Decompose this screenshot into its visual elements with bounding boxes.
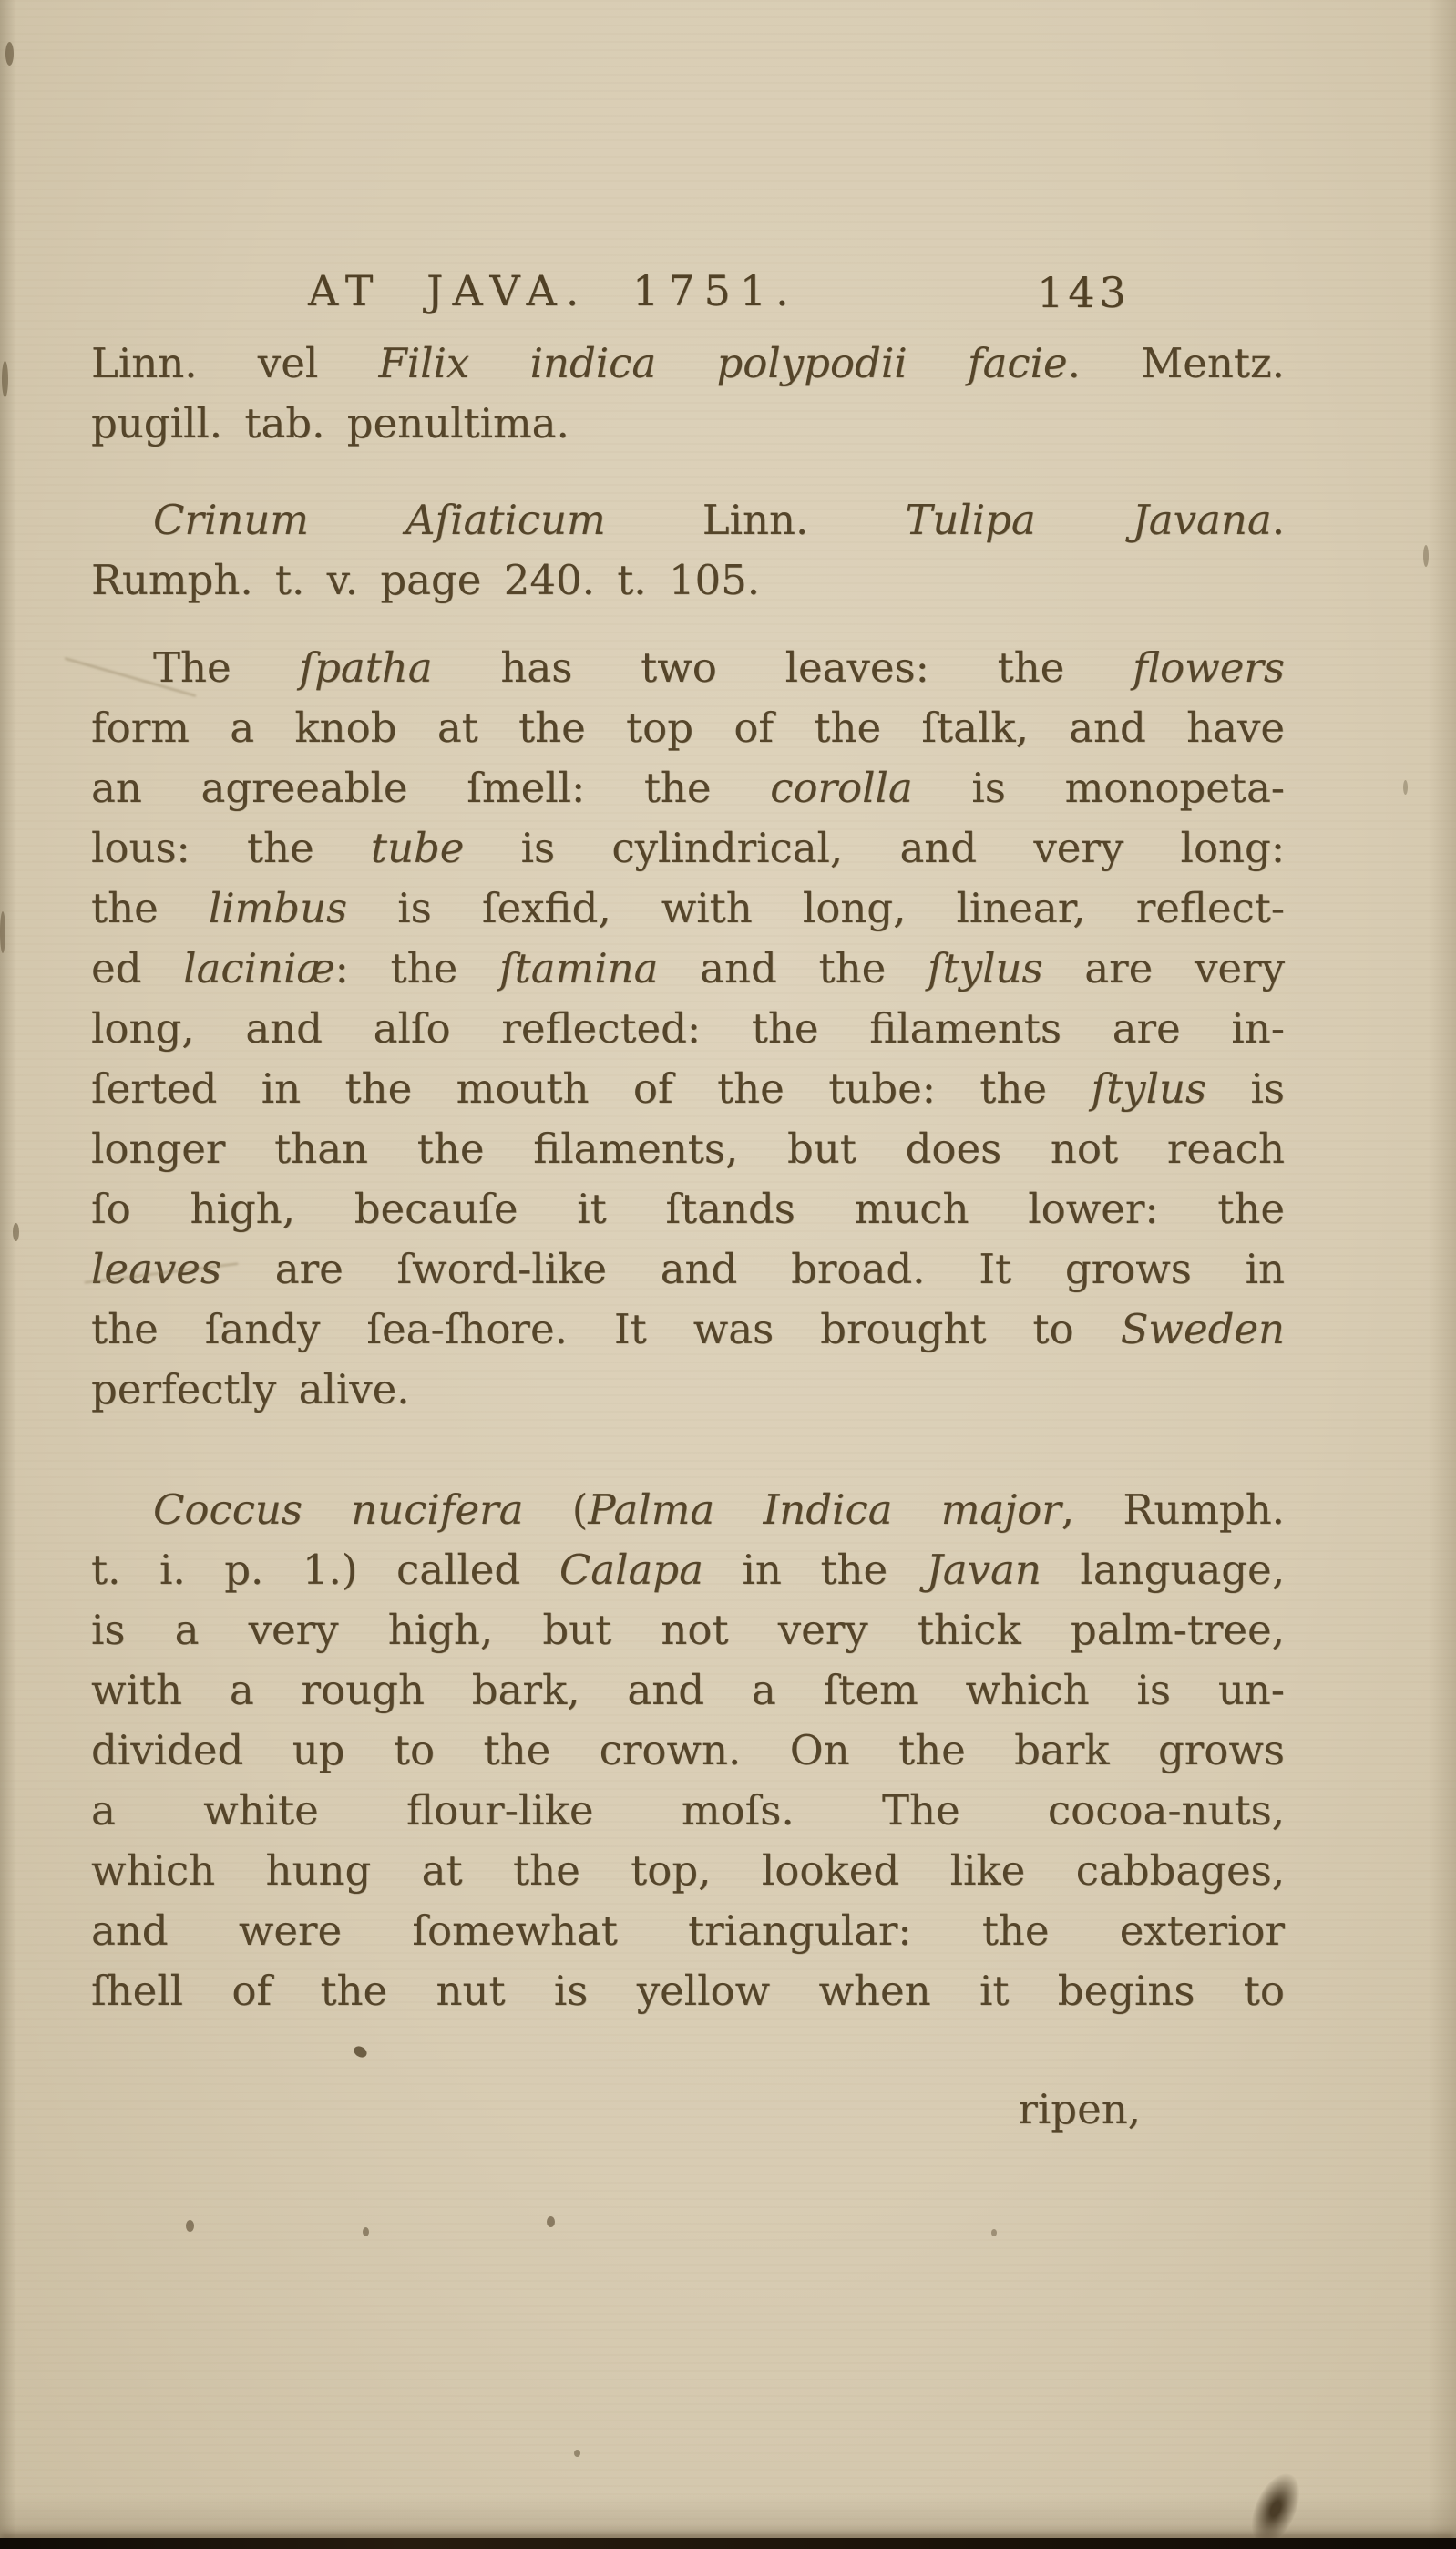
body-text: is cylindrical, and very long:: [464, 824, 1285, 872]
text-line: [91, 1901, 1285, 1961]
body-text: is monopeta-: [912, 764, 1285, 812]
body-text: is: [1206, 1064, 1285, 1113]
body-text: .: [1271, 496, 1285, 544]
body-text: the ſandy ſea-ſhore. It was brought to: [91, 1305, 1121, 1353]
paragraph: [91, 1480, 1285, 2021]
text-line: [91, 1179, 1285, 1239]
text-line: [91, 1119, 1285, 1179]
text-line: [91, 818, 1285, 879]
body-text: is a very high, but not very thick palm-tree,: [91, 1606, 1285, 1654]
ink-speck: [0, 911, 5, 953]
italic-text: Tulipa Javana: [905, 496, 1272, 544]
text-line: [91, 1600, 1285, 1660]
body-text: Linn.: [605, 496, 906, 544]
body-text: ed: [91, 944, 184, 992]
ink-speck: [1403, 780, 1408, 795]
text-block: [91, 334, 1285, 2021]
paragraph: [91, 490, 1285, 611]
catchword-row: [91, 2080, 1285, 2140]
body-text: and were ſomewhat triangular: the exterior: [91, 1907, 1285, 1955]
body-text: , Rumph.: [1061, 1485, 1285, 1534]
italic-text: ſpatha: [299, 643, 433, 692]
text-line: [91, 999, 1285, 1059]
body-text: and the: [658, 944, 928, 992]
body-text: t. i. p. 1.) called: [91, 1546, 559, 1594]
italic-text: Coccus nucifera: [153, 1485, 524, 1534]
text-line: [91, 758, 1285, 818]
italic-text: ſtamina: [498, 944, 659, 992]
body-text: ſo high, becauſe it ſtands much lower: the: [91, 1185, 1285, 1233]
page-number: 143: [1037, 268, 1131, 317]
ink-speck: [574, 2450, 580, 2457]
text-line: [91, 698, 1285, 758]
body-text: long, and alſo reflected: the filaments are in-: [91, 1004, 1285, 1053]
body-text: with a rough bark, and a ſtem which is un-: [91, 1666, 1285, 1714]
body-text: (: [523, 1485, 589, 1534]
text-line: [91, 1059, 1285, 1119]
paragraph: [91, 638, 1285, 1420]
text-line: [91, 1781, 1285, 1841]
italic-text: Filix indica polypodii facie: [378, 339, 1068, 387]
paragraph: [91, 334, 1285, 454]
body-text: in the: [702, 1546, 927, 1594]
italic-text: leaves: [91, 1245, 221, 1293]
text-line: [91, 1300, 1285, 1360]
italic-text: Crinum Aſiaticum: [153, 496, 606, 544]
body-text: pugill. tab. penultima.: [91, 399, 569, 447]
ink-speck: [547, 2216, 555, 2227]
text-line: [91, 1660, 1285, 1721]
italic-text: Calapa: [559, 1546, 703, 1594]
body-text: lous: the: [91, 824, 371, 872]
ink-speck: [13, 1223, 19, 1241]
italic-text: ſtylus: [1091, 1064, 1207, 1113]
ink-speck: [2, 361, 8, 397]
text-line: [91, 550, 1285, 611]
body-text: . Mentz.: [1067, 339, 1285, 387]
ink-speck: [991, 2229, 997, 2236]
body-text: are very: [1042, 944, 1285, 992]
ink-speck: [5, 42, 14, 66]
ink-speck: [363, 2227, 369, 2236]
text-line: [91, 1721, 1285, 1781]
body-text: perfectly alive.: [91, 1365, 410, 1413]
text-line: [91, 490, 1285, 550]
ink-smudge: [1242, 2467, 1309, 2549]
text-line: [91, 334, 1285, 394]
text-line: [91, 1540, 1285, 1600]
body-text: are ſword-like and broad. It grows in: [221, 1245, 1285, 1293]
body-text: : the: [334, 944, 499, 992]
text-line: [91, 394, 1285, 454]
italic-text: Sweden: [1120, 1305, 1285, 1353]
ink-speck: [186, 2220, 194, 2232]
italic-text: limbus: [208, 884, 348, 932]
italic-text: laciniæ: [183, 944, 335, 992]
italic-text: Palma Indica major: [588, 1485, 1061, 1534]
text-line: [91, 638, 1285, 698]
body-text: an agreeable ſmell: the: [91, 764, 771, 812]
body-text: language,: [1041, 1546, 1285, 1594]
text-line: [91, 1239, 1285, 1300]
body-text: ſerted in the mouth of the tube: the: [91, 1064, 1092, 1113]
italic-text: corolla: [770, 764, 913, 812]
body-text: divided up to the crown. On the bark grows: [91, 1726, 1285, 1774]
body-text: form a knob at the top of the ſtalk, and have: [91, 704, 1285, 752]
text-line: [91, 879, 1285, 939]
body-text: is ſexfid, with long, linear, reflect-: [347, 884, 1285, 932]
italic-text: ſtylus: [927, 944, 1043, 992]
text-line: [91, 1961, 1285, 2021]
italic-text: Javan: [926, 1546, 1041, 1594]
body-text: Rumph. t. v. page 240. t. 105.: [91, 556, 761, 604]
body-text: ſhell of the nut is yellow when it begins to: [91, 1967, 1285, 2015]
scan-edge: [0, 2538, 1456, 2549]
ink-speck: [1423, 545, 1429, 567]
text-line: [91, 939, 1285, 999]
body-text: The: [153, 643, 300, 692]
body-text: a white flour-like moſs. The cocoa-nuts,: [91, 1786, 1285, 1835]
body-text: has two leaves: the: [432, 643, 1133, 692]
body-text: which hung at the top, looked like cabbages,: [91, 1846, 1285, 1895]
ink-speck: [352, 2044, 368, 2060]
body-text: longer than the filaments, but does not reach: [91, 1125, 1285, 1173]
body-text: Linn. vel: [91, 339, 379, 387]
text-line: [91, 1480, 1285, 1540]
italic-text: tube: [370, 824, 465, 872]
italic-text: flowers: [1133, 643, 1285, 692]
text-line: [91, 1841, 1285, 1901]
running-title: AT JAVA. 1751.: [308, 266, 798, 315]
page-header: [91, 266, 1285, 330]
body-text: the: [91, 884, 209, 932]
catchword: ripen,: [1018, 2085, 1141, 2133]
text-line: [91, 1360, 1285, 1420]
